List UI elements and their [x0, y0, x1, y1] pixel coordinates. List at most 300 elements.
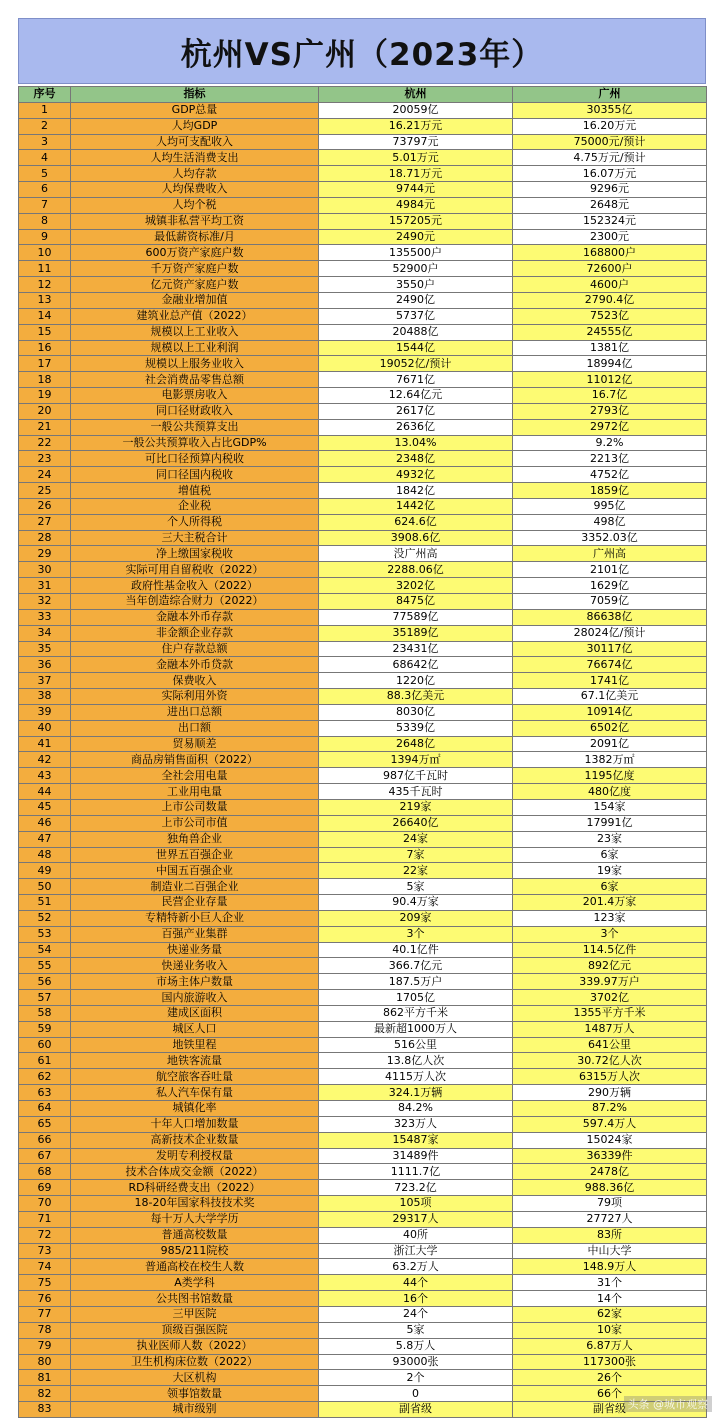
- row-hangzhou-value: 209家: [319, 910, 513, 926]
- row-indicator: 每十万人大学学历: [71, 1211, 319, 1227]
- row-indicator: 上市公司数量: [71, 799, 319, 815]
- table-row: [19, 403, 707, 419]
- table-row: [19, 863, 707, 879]
- row-guangzhou-value: 6家: [513, 847, 707, 863]
- row-hangzhou-value: 219家: [319, 799, 513, 815]
- row-index: 80: [19, 1354, 71, 1370]
- table-row: [19, 118, 707, 134]
- row-hangzhou-value: 5家: [319, 879, 513, 895]
- table-row: [19, 292, 707, 308]
- row-indicator: 企业税: [71, 498, 319, 514]
- table-row: [19, 562, 707, 578]
- table-row: [19, 752, 707, 768]
- row-guangzhou-value: 1382万㎡: [513, 752, 707, 768]
- row-hangzhou-value: 88.3亿美元: [319, 689, 513, 705]
- row-hangzhou-value: 435千瓦时: [319, 784, 513, 800]
- table-row: [19, 1259, 707, 1275]
- row-indicator: RD科研经费支出（2022）: [71, 1180, 319, 1196]
- row-guangzhou-value: 2790.4亿: [513, 292, 707, 308]
- row-guangzhou-value: 83所: [513, 1227, 707, 1243]
- row-indicator: 高新技术企业数量: [71, 1132, 319, 1148]
- row-index: 58: [19, 1005, 71, 1021]
- row-guangzhou-value: 87.2%: [513, 1101, 707, 1117]
- row-guangzhou-value: 9.2%: [513, 435, 707, 451]
- row-guangzhou-value: 76674亿: [513, 657, 707, 673]
- row-index: 7: [19, 197, 71, 213]
- row-index: 54: [19, 942, 71, 958]
- row-indicator: 全社会用电量: [71, 768, 319, 784]
- table-row: [19, 467, 707, 483]
- table-row: [19, 372, 707, 388]
- row-hangzhou-value: 4932亿: [319, 467, 513, 483]
- table-row: [19, 1211, 707, 1227]
- table-row: [19, 1069, 707, 1085]
- row-index: 60: [19, 1037, 71, 1053]
- table-row: [19, 277, 707, 293]
- row-index: 65: [19, 1116, 71, 1132]
- row-indicator: 执业医师人数（2022）: [71, 1338, 319, 1354]
- row-hangzhou-value: 323万人: [319, 1116, 513, 1132]
- row-hangzhou-value: 1544亿: [319, 340, 513, 356]
- row-indicator: 领事馆数量: [71, 1386, 319, 1402]
- table-row: [19, 340, 707, 356]
- row-guangzhou-value: 18994亿: [513, 356, 707, 372]
- table-row: [19, 498, 707, 514]
- row-indicator: 上市公司市值: [71, 815, 319, 831]
- row-hangzhou-value: 2个: [319, 1370, 513, 1386]
- row-guangzhou-value: 86638亿: [513, 609, 707, 625]
- row-hangzhou-value: 2648亿: [319, 736, 513, 752]
- row-indicator: 地铁客流量: [71, 1053, 319, 1069]
- row-indicator: 百强产业集群: [71, 926, 319, 942]
- row-indicator: 社会消费品零售总额: [71, 372, 319, 388]
- row-index: 68: [19, 1164, 71, 1180]
- row-guangzhou-value: 339.97万户: [513, 974, 707, 990]
- row-guangzhou-value: 1355平方千米: [513, 1005, 707, 1021]
- row-indicator: 贸易顺差: [71, 736, 319, 752]
- row-hangzhou-value: 2348亿: [319, 451, 513, 467]
- table-row: [19, 1354, 707, 1370]
- row-index: 8: [19, 213, 71, 229]
- row-guangzhou-value: 中山大学: [513, 1243, 707, 1259]
- row-index: 24: [19, 467, 71, 483]
- row-guangzhou-value: 6502亿: [513, 720, 707, 736]
- row-indicator: 个人所得税: [71, 514, 319, 530]
- table-row: [19, 134, 707, 150]
- row-index: 5: [19, 166, 71, 182]
- row-indicator: 城区人口: [71, 1021, 319, 1037]
- row-indicator: 一般公共预算收入占比GDP%: [71, 435, 319, 451]
- table-row: [19, 1291, 707, 1307]
- row-guangzhou-value: 67.1亿美元: [513, 689, 707, 705]
- row-guangzhou-value: 1195亿度: [513, 768, 707, 784]
- row-index: 52: [19, 910, 71, 926]
- row-index: 79: [19, 1338, 71, 1354]
- row-hangzhou-value: 63.2万人: [319, 1259, 513, 1275]
- row-hangzhou-value: 90.4万家: [319, 895, 513, 911]
- table-row: [19, 594, 707, 610]
- row-hangzhou-value: 8030亿: [319, 704, 513, 720]
- row-index: 53: [19, 926, 71, 942]
- row-guangzhou-value: 31个: [513, 1275, 707, 1291]
- row-hangzhou-value: 5339亿: [319, 720, 513, 736]
- row-indicator: 可比口径预算内税收: [71, 451, 319, 467]
- row-hangzhou-value: 8475亿: [319, 594, 513, 610]
- row-guangzhou-value: 10家: [513, 1322, 707, 1338]
- row-hangzhou-value: 最新超1000万人: [319, 1021, 513, 1037]
- row-indicator: 普通高校在校生人数: [71, 1259, 319, 1275]
- table-row: [19, 1322, 707, 1338]
- header-hangzhou: 杭州: [319, 87, 513, 103]
- row-hangzhou-value: 723.2亿: [319, 1180, 513, 1196]
- table-row: [19, 530, 707, 546]
- row-guangzhou-value: 36339件: [513, 1148, 707, 1164]
- row-guangzhou-value: 641公里: [513, 1037, 707, 1053]
- row-guangzhou-value: 6.87万人: [513, 1338, 707, 1354]
- row-guangzhou-value: 1629亿: [513, 578, 707, 594]
- row-guangzhou-value: 23家: [513, 831, 707, 847]
- table-row: [19, 435, 707, 451]
- row-indicator: 人均可支配收入: [71, 134, 319, 150]
- row-indicator: 985/211院校: [71, 1243, 319, 1259]
- row-index: 21: [19, 419, 71, 435]
- table-row: [19, 895, 707, 911]
- row-hangzhou-value: 35189亿: [319, 625, 513, 641]
- row-index: 6: [19, 182, 71, 198]
- table-row: [19, 1338, 707, 1354]
- table-row: [19, 990, 707, 1006]
- row-index: 42: [19, 752, 71, 768]
- table-row: [19, 451, 707, 467]
- table-row: [19, 1101, 707, 1117]
- row-guangzhou-value: 66个: [513, 1386, 707, 1402]
- row-hangzhou-value: 18.71万元: [319, 166, 513, 182]
- row-hangzhou-value: 135500户: [319, 245, 513, 261]
- row-hangzhou-value: 22家: [319, 863, 513, 879]
- row-indicator: 建成区面积: [71, 1005, 319, 1021]
- row-guangzhou-value: 15024家: [513, 1132, 707, 1148]
- row-indicator: 同口径国内税收: [71, 467, 319, 483]
- row-index: 43: [19, 768, 71, 784]
- row-index: 45: [19, 799, 71, 815]
- row-indicator: 商品房销售面积（2022）: [71, 752, 319, 768]
- row-indicator: 卫生机构床位数（2022）: [71, 1354, 319, 1370]
- table-row: [19, 1037, 707, 1053]
- row-hangzhou-value: 浙江大学: [319, 1243, 513, 1259]
- table-row: [19, 166, 707, 182]
- row-indicator: 进出口总额: [71, 704, 319, 720]
- row-hangzhou-value: 862平方千米: [319, 1005, 513, 1021]
- table-row: [19, 942, 707, 958]
- row-index: 37: [19, 673, 71, 689]
- table-row: [19, 847, 707, 863]
- row-guangzhou-value: 广州高: [513, 546, 707, 562]
- row-index: 27: [19, 514, 71, 530]
- table-row: [19, 815, 707, 831]
- row-index: 30: [19, 562, 71, 578]
- row-indicator: 净上缴国家税收: [71, 546, 319, 562]
- row-hangzhou-value: 1842亿: [319, 483, 513, 499]
- row-guangzhou-value: 117300张: [513, 1354, 707, 1370]
- row-indicator: 大区机构: [71, 1370, 319, 1386]
- row-hangzhou-value: 5.8万人: [319, 1338, 513, 1354]
- row-index: 50: [19, 879, 71, 895]
- table-row: [19, 324, 707, 340]
- row-guangzhou-value: 988.36亿: [513, 1180, 707, 1196]
- table-row: [19, 213, 707, 229]
- table-row: [19, 483, 707, 499]
- row-indicator: 住户存款总额: [71, 641, 319, 657]
- row-hangzhou-value: 1220亿: [319, 673, 513, 689]
- row-indicator: 快递业务量: [71, 942, 319, 958]
- table-row: [19, 1227, 707, 1243]
- row-hangzhou-value: 366.7亿元: [319, 958, 513, 974]
- row-guangzhou-value: 30117亿: [513, 641, 707, 657]
- table-row: [19, 1180, 707, 1196]
- row-indicator: 地铁里程: [71, 1037, 319, 1053]
- row-indicator: 出口额: [71, 720, 319, 736]
- row-guangzhou-value: 11012亿: [513, 372, 707, 388]
- row-hangzhou-value: 84.2%: [319, 1101, 513, 1117]
- row-index: 18: [19, 372, 71, 388]
- row-index: 22: [19, 435, 71, 451]
- table-row: [19, 388, 707, 404]
- row-hangzhou-value: 13.04%: [319, 435, 513, 451]
- row-index: 15: [19, 324, 71, 340]
- row-guangzhou-value: 3702亿: [513, 990, 707, 1006]
- row-guangzhou-value: 79项: [513, 1196, 707, 1212]
- row-hangzhou-value: 2636亿: [319, 419, 513, 435]
- row-hangzhou-value: 16个: [319, 1291, 513, 1307]
- row-hangzhou-value: 3202亿: [319, 578, 513, 594]
- row-indicator: 城市级别: [71, 1402, 319, 1418]
- row-indicator: 发明专利授权量: [71, 1148, 319, 1164]
- row-hangzhou-value: 24家: [319, 831, 513, 847]
- row-indicator: 电影票房收入: [71, 388, 319, 404]
- row-guangzhou-value: 30.72亿人次: [513, 1053, 707, 1069]
- row-indicator: 国内旅游收入: [71, 990, 319, 1006]
- row-hangzhou-value: 3个: [319, 926, 513, 942]
- table-row: [19, 1370, 707, 1386]
- row-indicator: 快递业务收入: [71, 958, 319, 974]
- row-hangzhou-value: 77589亿: [319, 609, 513, 625]
- row-hangzhou-value: 20059亿: [319, 102, 513, 118]
- table-row: [19, 546, 707, 562]
- row-hangzhou-value: 4984元: [319, 197, 513, 213]
- row-index: 33: [19, 609, 71, 625]
- row-guangzhou-value: 995亿: [513, 498, 707, 514]
- table-row: [19, 197, 707, 213]
- row-indicator: 金融业增加值: [71, 292, 319, 308]
- row-index: 62: [19, 1069, 71, 1085]
- row-index: 59: [19, 1021, 71, 1037]
- row-guangzhou-value: 4.75万元/预计: [513, 150, 707, 166]
- row-indicator: 金融本外币存款: [71, 609, 319, 625]
- table-row: [19, 641, 707, 657]
- row-index: 81: [19, 1370, 71, 1386]
- table-row: [19, 1196, 707, 1212]
- row-guangzhou-value: 24555亿: [513, 324, 707, 340]
- row-guangzhou-value: 2793亿: [513, 403, 707, 419]
- row-hangzhou-value: 2490亿: [319, 292, 513, 308]
- row-hangzhou-value: 624.6亿: [319, 514, 513, 530]
- table-row: [19, 578, 707, 594]
- row-guangzhou-value: 副省级: [513, 1402, 707, 1418]
- row-index: 77: [19, 1306, 71, 1322]
- row-index: 61: [19, 1053, 71, 1069]
- watermark: 头条 @城市观察: [624, 1396, 713, 1412]
- row-indicator: 实际可用自留税收（2022）: [71, 562, 319, 578]
- row-indicator: 非金额企业存款: [71, 625, 319, 641]
- row-indicator: 普通高校数量: [71, 1227, 319, 1243]
- row-indicator: 专精特新小巨人企业: [71, 910, 319, 926]
- row-hangzhou-value: 0: [319, 1386, 513, 1402]
- row-indicator: 人均生活消费支出: [71, 150, 319, 166]
- row-hangzhou-value: 187.5万户: [319, 974, 513, 990]
- row-index: 12: [19, 277, 71, 293]
- table-row: [19, 261, 707, 277]
- row-hangzhou-value: 5737亿: [319, 308, 513, 324]
- row-hangzhou-value: 324.1万辆: [319, 1085, 513, 1101]
- row-index: 4: [19, 150, 71, 166]
- row-index: 36: [19, 657, 71, 673]
- table-row: [19, 1116, 707, 1132]
- row-index: 38: [19, 689, 71, 705]
- table-row: [19, 1085, 707, 1101]
- row-guangzhou-value: 4752亿: [513, 467, 707, 483]
- row-hangzhou-value: 16.21万元: [319, 118, 513, 134]
- row-guangzhou-value: 9296元: [513, 182, 707, 198]
- table-row: [19, 229, 707, 245]
- row-hangzhou-value: 44个: [319, 1275, 513, 1291]
- row-indicator: 实际利用外资: [71, 689, 319, 705]
- row-indicator: 千万资产家庭户数: [71, 261, 319, 277]
- table-row: [19, 1386, 707, 1402]
- row-guangzhou-value: 597.4万人: [513, 1116, 707, 1132]
- row-indicator: 保费收入: [71, 673, 319, 689]
- row-indicator: 18-20年国家科技技术奖: [71, 1196, 319, 1212]
- table-header-row: [19, 87, 707, 103]
- row-index: 1: [19, 102, 71, 118]
- row-hangzhou-value: 516公里: [319, 1037, 513, 1053]
- row-index: 32: [19, 594, 71, 610]
- row-indicator: 城镇化率: [71, 1101, 319, 1117]
- title-banner: [18, 18, 706, 84]
- row-guangzhou-value: 26个: [513, 1370, 707, 1386]
- row-index: 48: [19, 847, 71, 863]
- row-index: 10: [19, 245, 71, 261]
- row-guangzhou-value: 16.7亿: [513, 388, 707, 404]
- row-indicator: 顶级百强医院: [71, 1322, 319, 1338]
- row-guangzhou-value: 114.5亿件: [513, 942, 707, 958]
- row-index: 9: [19, 229, 71, 245]
- row-hangzhou-value: 73797元: [319, 134, 513, 150]
- row-index: 26: [19, 498, 71, 514]
- table-row: [19, 609, 707, 625]
- row-hangzhou-value: 7671亿: [319, 372, 513, 388]
- row-indicator: 增值税: [71, 483, 319, 499]
- row-guangzhou-value: 892亿元: [513, 958, 707, 974]
- row-index: 44: [19, 784, 71, 800]
- row-guangzhou-value: 1487万人: [513, 1021, 707, 1037]
- row-hangzhou-value: 1394万㎡: [319, 752, 513, 768]
- row-guangzhou-value: 201.4万家: [513, 895, 707, 911]
- row-hangzhou-value: 1111.7亿: [319, 1164, 513, 1180]
- row-hangzhou-value: 2617亿: [319, 403, 513, 419]
- row-hangzhou-value: 2490元: [319, 229, 513, 245]
- row-hangzhou-value: 7家: [319, 847, 513, 863]
- table-row: [19, 720, 707, 736]
- row-guangzhou-value: 2091亿: [513, 736, 707, 752]
- row-guangzhou-value: 7523亿: [513, 308, 707, 324]
- row-hangzhou-value: 24个: [319, 1306, 513, 1322]
- table-row: [19, 657, 707, 673]
- table-row: [19, 673, 707, 689]
- row-guangzhou-value: 2300元: [513, 229, 707, 245]
- table-row: [19, 514, 707, 530]
- table-row: [19, 245, 707, 261]
- row-guangzhou-value: 30355亿: [513, 102, 707, 118]
- row-index: 66: [19, 1132, 71, 1148]
- row-indicator: 民营企业存量: [71, 895, 319, 911]
- row-indicator: 私人汽车保有量: [71, 1085, 319, 1101]
- row-guangzhou-value: 154家: [513, 799, 707, 815]
- row-guangzhou-value: 6家: [513, 879, 707, 895]
- comparison-table: [18, 86, 707, 1418]
- row-guangzhou-value: 2648元: [513, 197, 707, 213]
- row-guangzhou-value: 19家: [513, 863, 707, 879]
- table-row: [19, 958, 707, 974]
- page-title: 杭州VS广州（2023年）: [180, 36, 544, 73]
- row-indicator: 十年人口增加数量: [71, 1116, 319, 1132]
- row-guangzhou-value: 168800户: [513, 245, 707, 261]
- table-row: [19, 1005, 707, 1021]
- row-hangzhou-value: 1705亿: [319, 990, 513, 1006]
- row-hangzhou-value: 20488亿: [319, 324, 513, 340]
- row-indicator: 独角兽企业: [71, 831, 319, 847]
- row-index: 57: [19, 990, 71, 1006]
- row-index: 76: [19, 1291, 71, 1307]
- header-guangzhou: 广州: [513, 87, 707, 103]
- row-index: 71: [19, 1211, 71, 1227]
- row-guangzhou-value: 62家: [513, 1306, 707, 1322]
- table-body: [19, 102, 707, 1417]
- row-index: 35: [19, 641, 71, 657]
- row-guangzhou-value: 3352.03亿: [513, 530, 707, 546]
- row-index: 74: [19, 1259, 71, 1275]
- row-hangzhou-value: 26640亿: [319, 815, 513, 831]
- row-index: 16: [19, 340, 71, 356]
- row-index: 2: [19, 118, 71, 134]
- row-hangzhou-value: 29317人: [319, 1211, 513, 1227]
- row-hangzhou-value: 9744元: [319, 182, 513, 198]
- row-guangzhou-value: 75000元/预计: [513, 134, 707, 150]
- table-row: [19, 768, 707, 784]
- table-row: [19, 625, 707, 641]
- row-indicator: 当年创造综合财力（2022）: [71, 594, 319, 610]
- row-guangzhou-value: 6315万人次: [513, 1069, 707, 1085]
- table-row: [19, 1021, 707, 1037]
- row-hangzhou-value: 4115万人次: [319, 1069, 513, 1085]
- row-index: 31: [19, 578, 71, 594]
- row-hangzhou-value: 副省级: [319, 1402, 513, 1418]
- row-hangzhou-value: 12.64亿元: [319, 388, 513, 404]
- table-row: [19, 1275, 707, 1291]
- table-row: [19, 689, 707, 705]
- row-guangzhou-value: 7059亿: [513, 594, 707, 610]
- row-index: 73: [19, 1243, 71, 1259]
- row-guangzhou-value: 498亿: [513, 514, 707, 530]
